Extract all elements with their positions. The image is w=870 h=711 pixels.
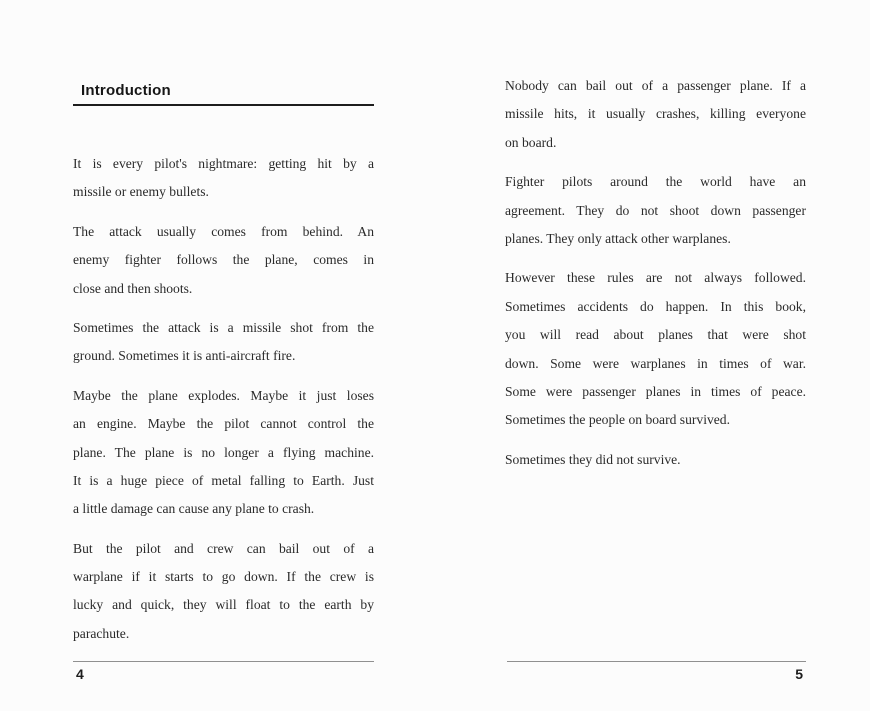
paragraph [73, 535, 374, 649]
text-line: warplane if it starts to go down. If the crew is [73, 569, 374, 585]
text-line: However these rules are not always followed. [505, 270, 806, 286]
text-line: on board. [505, 134, 557, 150]
text-line: Sometimes accidents do happen. In this book, [505, 298, 806, 314]
paragraph [73, 150, 374, 207]
text-line: But the pilot and crew can bail out of a [73, 540, 374, 556]
paragraph [73, 218, 374, 303]
paragraph [505, 446, 806, 474]
paragraph [73, 382, 374, 524]
text-line: Maybe the plane explodes. Maybe it just loses [73, 387, 374, 403]
text-line: Fighter pilots around the world have an [505, 174, 806, 190]
text-line: parachute. [73, 625, 130, 641]
paragraph [505, 168, 806, 253]
text-line: missile hits, it usually crashes, killing everyone [505, 106, 806, 122]
right-page-body [505, 72, 806, 485]
text-line: It is every pilot's nightmare: getting hit by a [73, 156, 374, 171]
text-line: a little damage can cause any plane to crash. [73, 501, 315, 517]
text-line: Some were passenger planes in times of peace. [505, 383, 806, 399]
page-number-right: 5 [795, 666, 803, 682]
text-line: close and then shoots. [73, 280, 193, 296]
text-line: agreement. They do not shoot down passenger [505, 202, 806, 218]
text-line: The attack usually comes from behind. An [73, 223, 374, 239]
section-heading-block [73, 83, 374, 106]
section-heading: Introduction [81, 82, 171, 99]
text-line: down. Some were warplanes in times of war. [505, 355, 806, 371]
text-line: Sometimes they did not survive. [505, 451, 681, 467]
text-line: plane. The plane is no longer a flying machine. [73, 444, 374, 460]
left-page-body [73, 150, 374, 659]
text-line: lucky and quick, they will float to the earth by [73, 597, 374, 613]
text-line: Sometimes the attack is a missile shot from the [73, 319, 374, 335]
page-number-left: 4 [76, 666, 84, 682]
text-line: Sometimes the people on board survived. [505, 412, 731, 428]
text-line: planes. They only attack other warplanes. [505, 230, 731, 246]
text-line: It is a huge piece of metal falling to Earth. Just [73, 472, 374, 488]
text-line: you will read about planes that were shot [505, 327, 806, 343]
text-line: an engine. Maybe the pilot cannot control the [73, 416, 374, 432]
left-page-footer [73, 661, 374, 682]
text-line: missile or enemy bullets. [73, 184, 209, 200]
paragraph [505, 72, 806, 157]
text-line: Nobody can bail out of a passenger plane. If a [505, 78, 806, 93]
paragraph [73, 314, 374, 371]
text-line: ground. Sometimes it is anti-aircraft fire. [73, 348, 296, 364]
text-line: enemy fighter follows the plane, comes in [73, 252, 374, 268]
right-page-footer [507, 661, 806, 682]
paragraph [505, 264, 806, 434]
